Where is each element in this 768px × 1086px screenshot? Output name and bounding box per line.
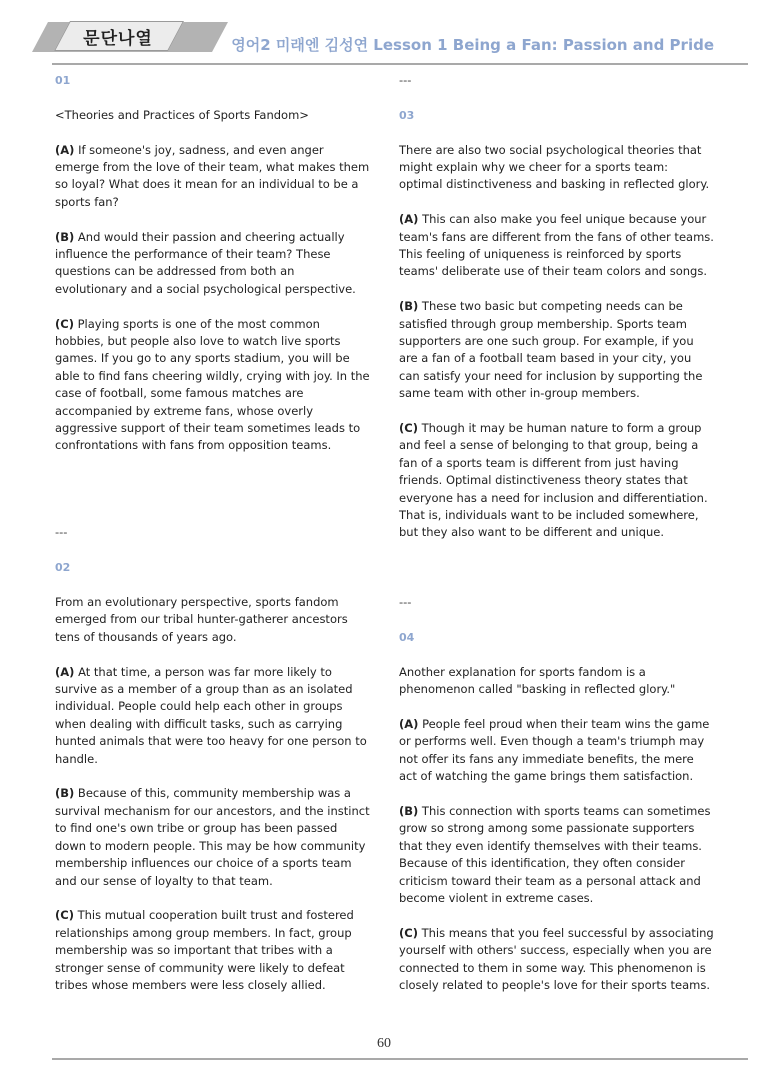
left-column (55, 72, 370, 994)
section-02-paragraph-b (55, 785, 370, 889)
section-separator: --- (399, 73, 412, 87)
paragraph-label-b: (B) (399, 803, 419, 818)
paragraph-label-c: (C) (55, 316, 74, 331)
paragraph-label-b: (B) (55, 786, 75, 801)
section-number-02: 02 (55, 561, 71, 575)
section-number-04: 04 (399, 630, 415, 644)
section-01-paragraph-a (55, 142, 370, 212)
paragraph-text: Playing sports is one of the most common hobbies, but people also love to watch live sports games. If you go to any sports stadium, you will be able to find fans cheering wildly, crying with joy. In the case of football, some famous matches are accompanied by extreme fans, whose overly aggressive support of their team sometimes leads to confrontations with fans from opposition teams. (55, 316, 370, 453)
paragraph-label-a: (A) (399, 716, 419, 731)
section-03-intro: There are also two social psychological theories that might explain why we cheer for a sports team: optimal distinctiveness and basking in reflected glory. (399, 142, 710, 192)
section-03-paragraph-a (399, 211, 714, 281)
paragraph-text: These two basic but competing needs can be satisfied through group membership. Sports team supporters are one such group. For example, if you are a fan of a football team based in your city, you can satisfy your need for inclusion by supporting the same team with other in-group members. (399, 299, 703, 401)
section-03-paragraph-c (399, 420, 714, 542)
paragraph-text: Though it may be human nature to form a group and feel a sense of belonging to that group, being a fan of a sports team is different from just having friends. Optimal distinctiveness theory states that everyone has a need for inclusion and differentiation. That is, individuals want to be included somewhere, but they also want to be different and unique. (399, 421, 708, 540)
section-04-paragraph-c (399, 925, 714, 995)
paragraph-label-a: (A) (399, 212, 419, 227)
section-01-paragraph-c (55, 316, 370, 455)
section-number-03: 03 (399, 108, 415, 122)
paragraph-label-c: (C) (399, 925, 418, 940)
paragraph-text: This connection with sports teams can sometimes grow so strong among some passionate supporters that they even identify themselves with their teams. Because of this identification, they often consider criticism toward their team as a personal attack and become violent in extreme cases. (399, 803, 711, 905)
section-02-paragraph-a (55, 664, 370, 768)
paragraph-text: This can also make you feel unique because your team's fans are different from the fans of other teams. This feeling of uniqueness is reinforced by sports teams' deliberate use of their team colors and songs. (399, 212, 714, 279)
page-number: 60 (377, 1036, 391, 1051)
paragraph-text: This mutual cooperation built trust and fostered relationships among group members. In fact, group membership was so important that tribes with a stronger sense of community were likely to defeat tribes whose members were less closely allied. (55, 908, 354, 992)
section-01-intro: <Theories and Practices of Sports Fandom> (55, 107, 309, 122)
section-04-intro: Another explanation for sports fandom is a phenomenon called "basking in reflected glory." (399, 664, 676, 697)
paragraph-text: People feel proud when their team wins the game or performs well. Even though a team's triumph may not offer its fans any immediate benefits, the mere act of watching the game brings them satisfaction. (399, 716, 710, 784)
paragraph-text: This means that you feel successful by associating yourself with others' success, especially when you are connected to them in some way. This phenomenon is closely related to people's love for their sports teams. (399, 925, 714, 992)
paragraph-label-b: (B) (55, 229, 75, 244)
paragraph-text: Because of this, community membership was a survival mechanism for our ancestors, and the instinct to find one's own tribe or group has been passed down to modern people. This may be how community membership influences our choice of a sports team and our sense of loyalty to that team. (55, 786, 370, 888)
paragraph-label-c: (C) (55, 908, 74, 923)
section-number-01: 01 (55, 74, 71, 87)
header-tag-label: 문단나열 (83, 29, 153, 49)
paragraph-label-a: (A) (55, 664, 75, 679)
paragraph-text: At that time, a person was far more likely to survive as a member of a group than as an isolated individual. People could help each other in groups when dealing with difficult tasks, such as carrying hunted animals that were too heavy for one person to handle. (55, 664, 367, 766)
header-title: 영어2 미래엔 김성연 Lesson 1 Being a Fan: Passion and Pride (231, 36, 714, 54)
section-separator: --- (399, 595, 412, 610)
paragraph-label-b: (B) (399, 299, 419, 314)
section-separator: --- (55, 525, 68, 540)
section-01-paragraph-b (55, 229, 370, 299)
right-column (399, 72, 714, 994)
section-02-intro: From an evolutionary perspective, sports fandom emerged from our tribal hunter-gatherer ancestors tens of thousands of years ago. (55, 595, 348, 644)
footer-rule (52, 1058, 748, 1060)
section-04-paragraph-a (399, 716, 714, 786)
paragraph-text: And would their passion and cheering actually influence the performance of their team? These questions can be addressed from both an evolutionary and a social psychological perspective. (55, 229, 356, 296)
header-rule (52, 63, 748, 65)
paragraph-text: If someone's joy, sadness, and even anger emerge from the love of their team, what makes them so loyal? What does it mean for an individual to be a sports fan? (55, 142, 370, 209)
section-03-paragraph-b (399, 298, 714, 402)
paragraph-label-a: (A) (55, 142, 75, 157)
paragraph-label-c: (C) (399, 421, 418, 436)
page-header (0, 0, 768, 66)
section-04-paragraph-b (399, 803, 714, 907)
section-02-paragraph-c (55, 907, 370, 994)
